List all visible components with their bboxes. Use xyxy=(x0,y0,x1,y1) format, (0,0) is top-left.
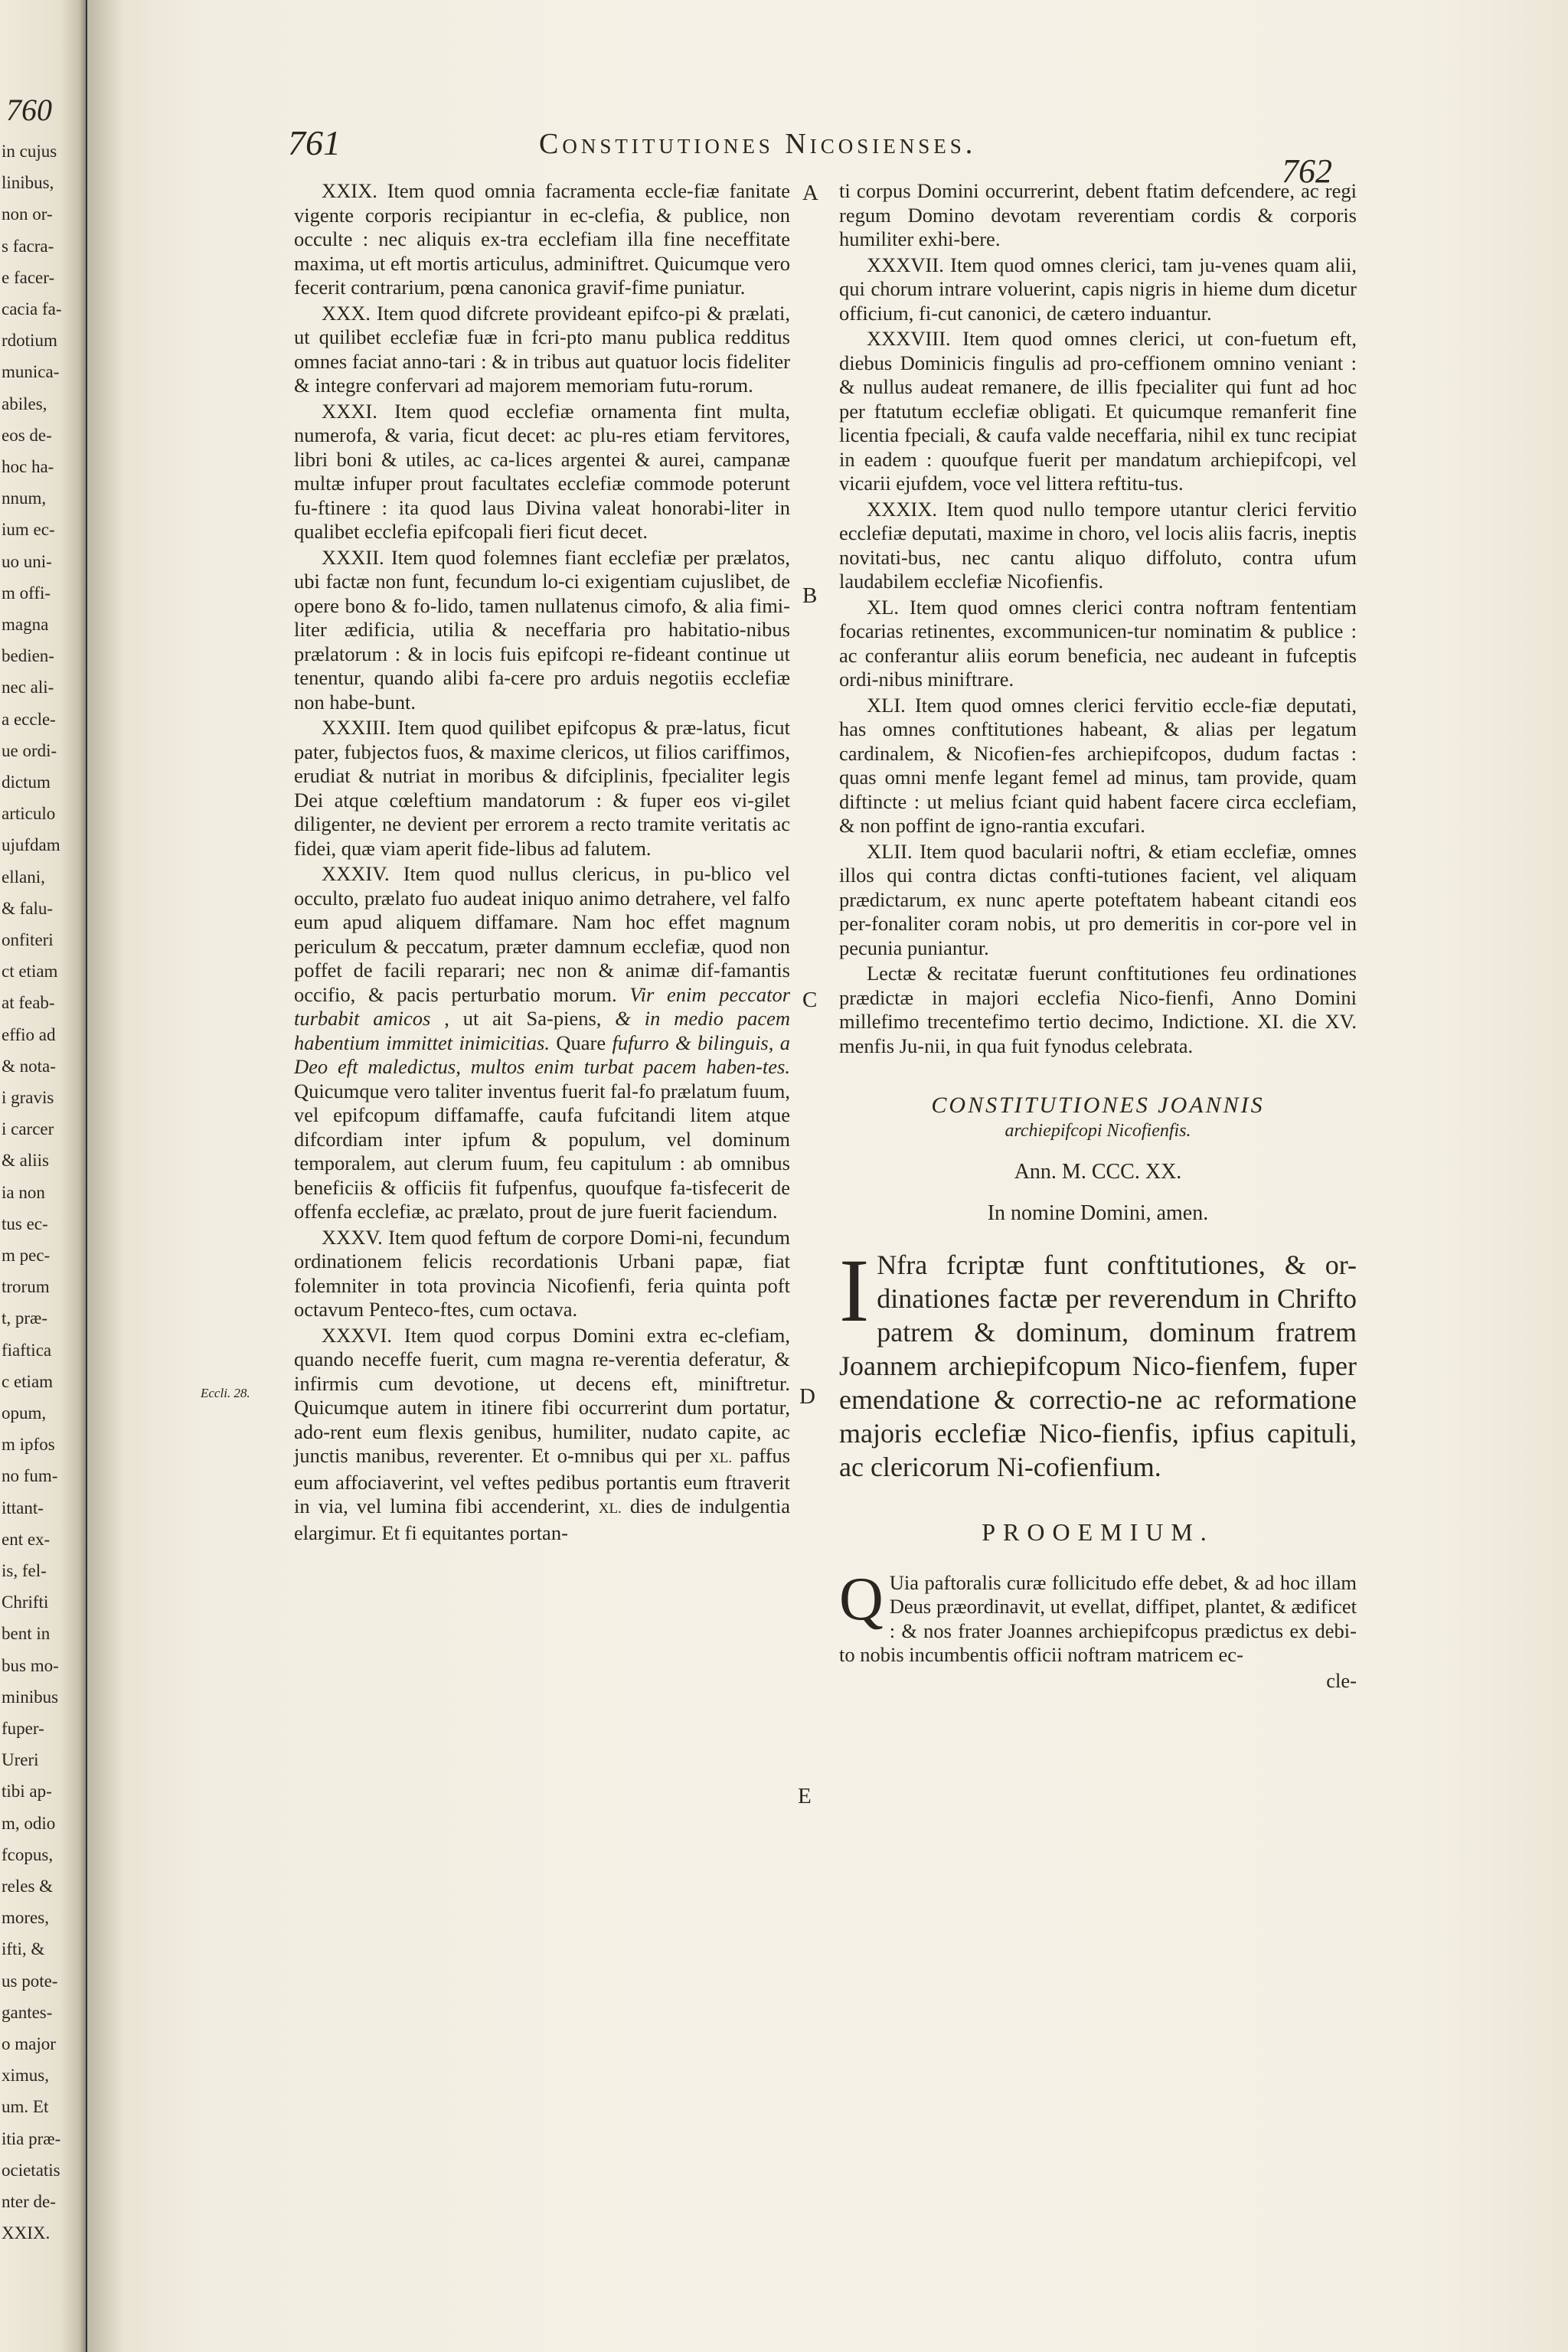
facing-page-fragment: munica- xyxy=(2,362,60,382)
paragraph-xxxvii: XXXVII. Item quod omnes clerici, tam ju-venes quam alii, qui chorum intrare voluerint, capis nigris in hieme dum dicetur officium, fi-cut canonici, de cætero induantur. xyxy=(839,253,1357,325)
facing-page-fragment: ent ex- xyxy=(2,1529,51,1549)
facing-page-fragment: ocietatis xyxy=(2,2160,60,2180)
facing-page-fragment: non or- xyxy=(2,204,53,224)
drop-cap-q: Q xyxy=(839,1565,884,1633)
paragraph-xxxiii: XXXIII. Item quod quilibet epifcopus & præ-latus, ficut pater, fubjectos fuos, & maxime clericos, ut filios cariffimos, erudiat & nutriat in moribus & difciplinis, fpecialiter legis Dei atque cœleftium mandatorum : & fuper eos vi-gilet diligenter, ne devient per errorem a recto tramite veritatis ac fidei, quæ viam aperit fide-libus ad falutem. xyxy=(294,716,790,860)
quote-connector: Quare xyxy=(556,1031,606,1054)
facing-page-fragment: articulo xyxy=(2,804,56,824)
left-column xyxy=(294,179,790,1547)
facing-page-fragment: onfiteri xyxy=(2,930,54,949)
facing-page-number: 760 xyxy=(6,93,52,127)
paragraph-xl: XL. Item quod omnes clerici contra noftram fententiam focarias retinentes, excommunicen-tur nominatim & publice : ac conferantur aliis eorum beneficia, nec audeant in fufceptis ordi-nibus miniftrare. xyxy=(839,595,1357,691)
margin-letter-e: E xyxy=(798,1784,812,1808)
section-date: Ann. M. CCC. XX. xyxy=(1014,1160,1182,1184)
facing-page-fragment: us pote- xyxy=(2,1971,58,1991)
scripture-quote-2: & in medio pacem habentium immittet inimicitias. xyxy=(294,1007,790,1054)
facing-page-fragment: bus mo- xyxy=(2,1655,59,1675)
facing-page-fragment: is, fel- xyxy=(2,1561,47,1580)
proemium-paragraph xyxy=(839,1565,1357,1668)
facing-page-fragment: tus ec- xyxy=(2,1214,48,1233)
facing-page-fragment: nter de- xyxy=(2,2192,56,2211)
proemium-text: Uia paftoralis curæ follicitudo effe debet, & ad hoc illam Deus præordinavit, ut evellat, diffipet, plantet, & ædificet : & nos frater Joannes archiepifcopus prædictus ex debi-to nobis incumbentis officii noftram matricem ec- xyxy=(839,1570,1357,1666)
facing-page-fragment: gantes- xyxy=(2,2002,53,2022)
drop-cap-i: I xyxy=(839,1240,870,1341)
facing-page-fragment: bedien- xyxy=(2,646,54,666)
numeral-xl: XL. xyxy=(709,1450,733,1466)
section-subtitle: archiepifcopi Nicofienfis. xyxy=(1004,1120,1191,1141)
paragraph-xxxvi-b: paffus eum affociaverint, vel veftes pedibus portantis eum ftraverit in via, vel lumina fibi accenderint, xyxy=(294,1444,791,1517)
paragraph-xxxii: XXXII. Item quod folemnes fiant ecclefiæ per prælatos, ubi factæ non funt, fecundum lo-ci exigentiam cujuslibet, de opere bono & fo-lido, tamen nullatenus cimofo, & alia fimi-liter ædificia, utilia & neceffaria pro habitatio-nibus prælatorum : & in locis fuis epifcopi re-fideant continue ut tenentur, quando alibi fa-cere pro arduis negotiis ecclefiæ non habe-bunt. xyxy=(294,545,790,714)
facing-page-fragment: cacia fa- xyxy=(2,299,62,318)
proemium-heading: PROOEMIUM. xyxy=(982,1518,1214,1546)
paragraph-continuation: ti corpus Domini occurrerint, debent ftatim defcendere, ac regi regum Domino devotam reverentiam cordis & corporis humiliter exhi-bere. xyxy=(839,179,1357,250)
facing-page-fragment: ia non xyxy=(2,1182,45,1202)
facing-page-fragment: reles & xyxy=(2,1877,54,1896)
facing-page-fragment: opum, xyxy=(2,1403,47,1423)
quote-attribution: , ut ait Sa-piens, xyxy=(444,1007,602,1030)
facing-page-fragment: ct etiam xyxy=(2,962,58,982)
facing-page-fragment: ellani, xyxy=(2,867,45,887)
facing-page-fragment: linibus, xyxy=(2,173,54,193)
margin-citation: Eccli. 28. xyxy=(201,1386,250,1400)
paragraph-xlii: XLII. Item quod bacularii noftri, & etiam ecclefiæ, omnes illos qui contra dictas confti-tutiones facient, vel aliquam prædictarum, ex nunc aperte poteftatem habeant citandi eos per-fonaliter coram nobis, ut pro demeritis in cor-pore vel in pecunia puniantur. xyxy=(839,839,1357,959)
facing-page-fragment: trorum xyxy=(2,1277,50,1297)
facing-page-fragment: m offi- xyxy=(2,583,51,603)
facing-page-fragment: c etiam xyxy=(2,1371,54,1391)
facing-page-fragment: rdotium xyxy=(2,331,57,351)
facing-page-fragment: fiaftica xyxy=(2,1340,52,1360)
facing-page-fragment: i gravis xyxy=(2,1088,54,1107)
intro-text: Nfra fcriptæ funt conftitutiones, & or-dinationes factæ per reverendum in Chrifto patrem & dominum, dominum fratrem Joannem archiepifcopum Nico-fienfem, fuper emendatione & correctio-ne ac reformatione majoris ecclefiæ Nico-fienfis, ipfius capituli, ac clericorum Ni-cofienfium. xyxy=(839,1250,1357,1482)
right-column xyxy=(839,179,1357,1693)
facing-page-fragment: ujufdam xyxy=(2,835,60,855)
facing-page-edge xyxy=(0,0,86,2352)
facing-page-fragment: ximus, xyxy=(2,2066,49,2086)
paragraph-xxxiv-text: XXXIV. Item quod nullus clericus, in pu-blico vel occulto, prælato fuo audeat iniquo animo detrahere, vel falfo eum apud aliquem diffamare. Nam hoc effet magnum periculum & peccatum, præter damnum ecclefiæ, quod non poffet de facili reparari; nec non & animæ dif-famantis occifio, & pacis perturbatio morum. xyxy=(294,862,790,1006)
paragraph-xxxvi xyxy=(294,1324,790,1546)
facing-page-fragment: ifti, & xyxy=(2,1939,45,1959)
running-title: Constitutiones Nicosienses. xyxy=(539,128,977,160)
facing-page-fragment: ue ordi- xyxy=(2,740,57,760)
facing-page-fragment: XXIX. xyxy=(2,2223,51,2243)
scripture-quote: Vir enim peccator turbabit amicos xyxy=(294,982,791,1030)
paragraph-xxxv: XXXV. Item quod feftum de corpore Domi-ni, fecundum ordinationem felicis recordationis Urbani papæ, fiat folemniter in tota provincia Nicofienfi, feria quinta poft octavum Penteco-ftes, cum octava. xyxy=(294,1225,790,1321)
facing-page-fragment: & aliis xyxy=(2,1151,49,1171)
paragraph-xxxi: XXXI. Item quod ecclefiæ ornamenta fint multa, numerofa, & varia, ficut decet: ac plu-res etiam fervitores, libri boni & utiles, ac ca-lices argentei & aurei, campanæ multæ infuper prout facultates ecclefiæ commode poterunt fu-ftinere : ita quod laus Divina valeat honorabi-liter in qualibet ecclefia epifcopali fieri ficut decet. xyxy=(294,399,790,543)
paragraph-xxxix: XXXIX. Item quod nullo tempore utantur clerici fervitio ecclefiæ deputati, maxime in choro, vel locis aliis facris, ineptis novitati-bus, nec cantu aliquo diffoluto, contra ufum laudabilem ecclefiæ Nicofienfis. xyxy=(839,497,1357,593)
facing-page-fragment: bent in xyxy=(2,1624,51,1644)
facing-page-fragment: m pec- xyxy=(2,1246,51,1265)
paragraph-xxx: XXX. Item quod difcrete provideant epifco-pi & prælati, ut quilibet ecclefiæ fuæ in fcri-pto manu publica redditus omnes faciat anno-tari : & in tribus aut quatuor locis fideliter & integre confervari ad majorem memoriam futu-rorum. xyxy=(294,301,790,397)
margin-letter-c: C xyxy=(802,988,818,1012)
invocation: In nomine Domini, amen. xyxy=(987,1200,1209,1225)
scripture-quote-3: fufurro & bilinguis, a Deo eft maledictus, multos enim turbat pacem haben-tes. xyxy=(294,1031,790,1078)
facing-page-fragment: mores, xyxy=(2,1908,49,1928)
facing-page-fragment: fcopus, xyxy=(2,1844,54,1864)
facing-page-fragment: magna xyxy=(2,615,49,634)
facing-page-fragment: itia præ- xyxy=(2,2128,61,2148)
intro-paragraph xyxy=(839,1240,1357,1484)
book-page xyxy=(87,0,1568,2352)
facing-page-fragment: abiles, xyxy=(2,394,47,413)
facing-page-fragment: s facra- xyxy=(2,236,54,256)
facing-page-fragment: effio ad xyxy=(2,1024,56,1044)
facing-page-fragment: nec ali- xyxy=(2,678,54,697)
paragraph-xli: XLI. Item quod omnes clerici fervitio eccle-fiæ deputati, has omnes conftitutiones habeant, & alias per legatum cardinalem, & Nicofien-fes archiepifcopos, dudum factas : quas omni menfe legant femel ad minus, tam provide, quam diftincte : ut melius fciant quid habent facere circa ecclefiam, & non poffint de igno-rantia excufari. xyxy=(839,693,1357,837)
facing-page-fragment: nnum, xyxy=(2,488,47,508)
paragraph-xxxiv-rest: Quicumque vero taliter inventus fuerit fal-fo prælatum fuum, vel epifcopum diffamaffe, caufa fufcitandi litem atque difcordiam inter ipfum & populum, vel dominum temporalem, aut clerum fuum, feu capitulum : ab omnibus beneficiis & officiis fit fufpenfus, quoufque fa-tisfecerit de offenfa ecclefiæ, ac prælato, prout de jure fuerit faciendum. xyxy=(294,1079,790,1223)
margin-letter-a: A xyxy=(802,181,818,205)
facing-page-fragment: tibi ap- xyxy=(2,1782,52,1802)
facing-page-fragment: no fum- xyxy=(2,1466,58,1486)
facing-page-fragment: uo uni- xyxy=(2,551,52,571)
paragraph-xxxviii: XXXVIII. Item quod omnes clerici, ut con-fuetum eft, diebus Dominicis fingulis ad pro-ceffionem omnino veniant : & nullus audeat remanere, de illis fpecialiter qui funt ad hoc per ftatutum ecclefiæ obligati. Et quicumque remanferit fine licentia fpeciali, & caufa valde neceffaria, nihil ex tunc recipiat in eadem : quoufque fuerit per mandatum archiepifcopi, vel vicarii ejufdem, voce vel littera reftitu-tus. xyxy=(839,327,1357,495)
facing-page-fragment: & falu- xyxy=(2,898,54,918)
paragraph-xxxvi-c: dies de indulgentia elargimur. Et fi equitantes portan- xyxy=(294,1494,791,1544)
facing-page-fragment: m ipfos xyxy=(2,1435,55,1455)
facing-page-fragment: fuper- xyxy=(2,1719,44,1738)
numeral-xl-2: XL. xyxy=(598,1501,622,1517)
facing-page-fragment: at feab- xyxy=(2,993,55,1013)
facing-page-fragment: ium ec- xyxy=(2,520,55,540)
facing-page-fragment: hoc ha- xyxy=(2,457,54,476)
facing-page-fragment: Ureri xyxy=(2,1750,39,1770)
facing-page-fragment: e facer- xyxy=(2,267,55,287)
margin-letter-b: B xyxy=(802,583,818,608)
facing-page-fragment: m, odio xyxy=(2,1813,56,1833)
section-title: CONSTITUTIONES JOANNIS xyxy=(931,1093,1265,1118)
facing-page-fragment: dictum xyxy=(2,773,51,792)
catchword: cle- xyxy=(1326,1668,1357,1692)
facing-page-fragment: Chrifti xyxy=(2,1592,49,1612)
facing-page-fragment: minibus xyxy=(2,1687,59,1707)
paragraph-xxxvi-a: XXXVI. Item quod corpus Domini extra ec-clefiam, quando neceffe fuerit, cum magna re-verentia deferatur, & infirmis cum devotione, ut decens eft, miniftretur. Quicumque autem in itinere fibi occurrerint dum portatur, ado-rent eum flexis genibus, humiliter, nudato capite, ac junctis manibus, reverenter. Et o-mnibus qui per xyxy=(294,1323,790,1467)
margin-letter-d: D xyxy=(799,1384,815,1409)
facing-page-fragment: o major xyxy=(2,2034,56,2053)
facing-page-fragment: & nota- xyxy=(2,1056,56,1076)
facing-page-fragment: in cujus xyxy=(2,142,57,161)
paragraph-xxxiv xyxy=(294,862,790,1224)
facing-page-fragment: a eccle- xyxy=(2,709,56,729)
facing-page-fragment: um. Et xyxy=(2,2097,49,2117)
left-page-number: 761 xyxy=(288,123,341,162)
facing-page-fragment: i carcer xyxy=(2,1119,54,1139)
facing-page-fragment: eos de- xyxy=(2,425,52,445)
colophon: Lectæ & recitatæ fuerunt conftitutiones feu ordinationes prædictæ in majori ecclefia Nico-fienfi, Anno Domini millefimo trecentefimo tertio decimo, Indictione. XI. die XV. menfis Ju-nii, in qua fuit fynodus celebrata. xyxy=(839,962,1357,1057)
right-page-number: 762 xyxy=(1282,152,1332,190)
facing-page-fragment: t, præ- xyxy=(2,1308,48,1328)
facing-page-fragment: ittant- xyxy=(2,1498,44,1517)
paragraph-xxix: XXIX. Item quod omnia facramenta eccle-fiæ fanitate vigente corporis recipiantur in ec-clefia, & publice, non occulte : nec aliquis ex-tra ecclefiam illa fine neceffitate maxima, ut eft mortis articulus, adminiftret. Quicumque vero fecerit contrarium, pœna canonica gravif-fime puniatur. xyxy=(294,179,790,299)
